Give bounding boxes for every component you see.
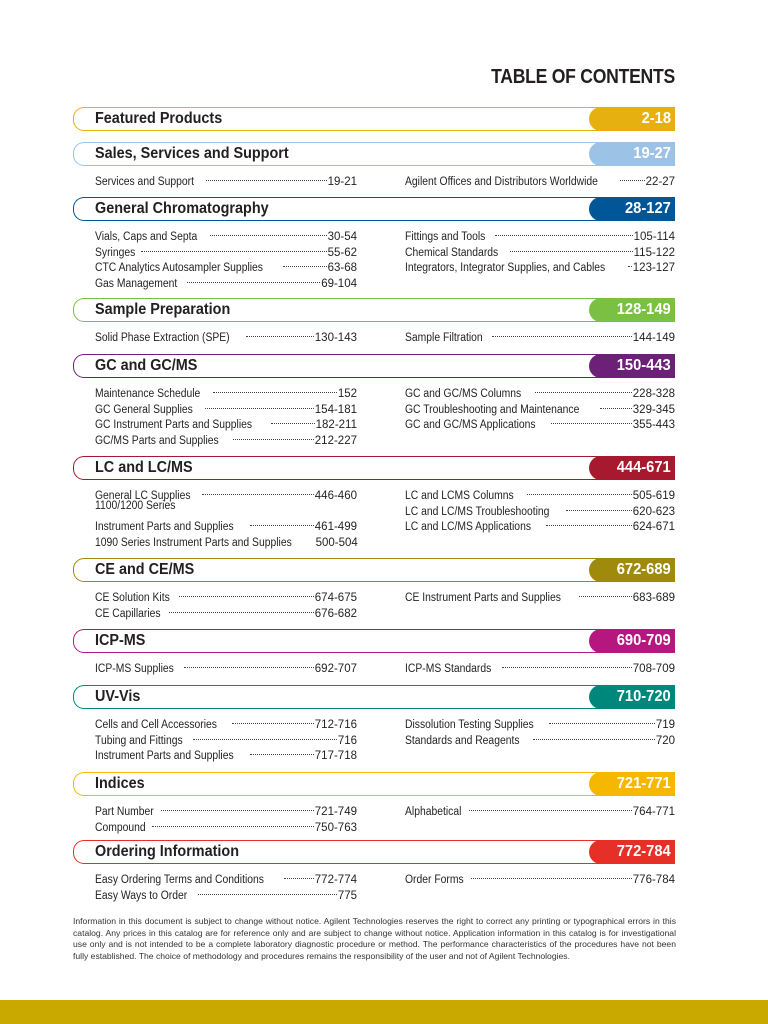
section-page-range[interactable] — [589, 298, 675, 322]
toc-entry[interactable] — [405, 325, 675, 344]
entry-name: Chemical Standards — [405, 246, 499, 259]
toc-section — [73, 298, 675, 344]
entry-name: ICP-MS Standards — [405, 663, 492, 675]
entry-name: Compound — [95, 821, 146, 834]
section-title: CE and CE/MS — [95, 561, 195, 578]
entry-name: Syringes — [95, 246, 136, 259]
dot-leader — [469, 795, 632, 811]
entry-page: 676-682 — [314, 607, 357, 620]
entry-page: 123-127 — [632, 262, 675, 275]
entries-column-left — [95, 224, 357, 291]
section-header[interactable] — [73, 685, 675, 709]
entry-page: 764-771 — [632, 806, 675, 818]
entry-name: GC and GC/MS Applications — [405, 419, 536, 432]
entry-page: 683-689 — [632, 592, 675, 604]
toc-section — [73, 558, 675, 620]
dot-leader — [187, 267, 320, 283]
section-page-range[interactable] — [589, 354, 675, 378]
dot-leader — [202, 479, 314, 495]
section-page-range-label: 690-709 — [616, 632, 671, 649]
entry-name: Instrument Parts and Supplies — [95, 750, 234, 763]
dot-leader — [232, 708, 314, 724]
toc-entry[interactable] — [95, 325, 357, 344]
section-page-range[interactable] — [589, 107, 675, 131]
section-page-range-label: 2-18 — [641, 110, 671, 127]
entry-name: CTC Analytics Autosampler Supplies — [95, 262, 263, 275]
section-title: LC and LC/MS — [95, 459, 193, 476]
dot-leader — [546, 510, 632, 526]
entry-name: CE Solution Kits — [95, 592, 170, 604]
entry-name: Maintenance Schedule — [95, 388, 201, 400]
entry-name: LC and LC/MS Applications — [405, 521, 531, 534]
toc-entry[interactable] — [405, 585, 675, 604]
dot-leader — [250, 739, 314, 755]
dot-leader — [233, 424, 313, 440]
entries-column-right — [405, 656, 675, 675]
entry-name: Solid Phase Extraction (SPE) — [95, 332, 230, 344]
entry-name: Dissolution Testing Supplies — [405, 719, 534, 731]
section-page-range[interactable] — [589, 558, 675, 582]
toc-entry[interactable] — [405, 381, 675, 400]
entry-name: GC and GC/MS Columns — [405, 388, 522, 400]
entries-column-left — [95, 483, 358, 550]
section-page-range-label: 721-771 — [616, 775, 671, 792]
section-header[interactable] — [73, 456, 675, 480]
dot-leader — [271, 408, 315, 424]
dot-leader — [579, 581, 632, 597]
section-title: ICP-MS — [95, 632, 146, 649]
entry-name: Vials, Caps and Septa — [95, 231, 198, 243]
entry-name: 1090 Series Instrument Parts and Supplies — [95, 537, 292, 550]
entry-name: Gas Management — [95, 278, 178, 291]
toc-section — [73, 142, 675, 188]
dot-leader — [492, 321, 631, 337]
section-page-range[interactable] — [589, 840, 675, 864]
entry-page: 776-784 — [632, 874, 675, 886]
entry-name: Fittings and Tools — [405, 231, 486, 243]
entry-name: Services and Support — [95, 176, 194, 188]
entry-page: 329-345 — [632, 403, 675, 416]
dot-leader — [213, 377, 337, 393]
entry-name: LC and LCMS Columns — [405, 490, 514, 502]
section-page-range-label: 150-443 — [616, 357, 671, 374]
entry-page: 620-623 — [632, 505, 675, 518]
toc-entry[interactable] — [405, 799, 675, 818]
section-title: UV-Vis — [95, 688, 141, 705]
entry-page: 30-54 — [327, 231, 357, 243]
entries-column-left — [95, 656, 357, 675]
dot-leader — [152, 811, 314, 827]
entry-name: Integrators, Integrator Supplies, and Cables — [405, 262, 606, 275]
toc-entry[interactable] — [405, 483, 675, 502]
section-header[interactable] — [73, 840, 675, 864]
entry-name: General LC Supplies — [95, 490, 191, 502]
dot-leader — [495, 220, 632, 236]
entry-page: 144-149 — [632, 332, 675, 344]
section-header[interactable] — [73, 197, 675, 221]
entry-page: 228-328 — [632, 388, 675, 400]
toc-entry[interactable] — [95, 656, 357, 675]
dot-leader — [179, 581, 314, 597]
entries-column-left — [95, 169, 357, 188]
entry-page: 692-707 — [314, 663, 357, 675]
dot-leader — [535, 377, 632, 393]
entry-page: 505-619 — [632, 490, 675, 502]
section-header[interactable] — [73, 354, 675, 378]
toc-section — [73, 456, 675, 550]
dot-leader — [600, 393, 632, 409]
entry-name: Standards and Reagents — [405, 734, 520, 747]
entries-column-right — [405, 799, 675, 818]
entries-column-right — [405, 381, 675, 432]
dot-leader — [549, 708, 655, 724]
dot-leader — [198, 879, 336, 895]
section-page-range-label: 19-27 — [633, 145, 671, 162]
entry-page: 152 — [337, 388, 357, 400]
entry-page: 130-143 — [314, 332, 357, 344]
dot-leader — [161, 795, 314, 811]
entry-page: 720 — [655, 734, 675, 747]
entry-name: CE Instrument Parts and Supplies — [405, 592, 561, 604]
toc-entry[interactable] — [95, 169, 357, 188]
section-page-range-label: 772-784 — [616, 843, 671, 860]
entry-page: 461-499 — [314, 521, 357, 534]
dot-leader — [566, 495, 631, 511]
entry-name: Agilent Offices and Distributors Worldwide — [405, 176, 598, 188]
section-title: General Chromatography — [95, 200, 269, 217]
section-page-range[interactable] — [589, 772, 675, 796]
entry-page: 63-68 — [327, 262, 357, 275]
toc-section — [73, 840, 675, 902]
entries-column-right — [405, 712, 675, 747]
entries-column-left — [95, 585, 357, 620]
section-page-range-label: 128-149 — [616, 301, 671, 318]
section-page-range-label: 710-720 — [616, 688, 671, 705]
dot-leader — [206, 165, 327, 181]
toc-section — [73, 629, 675, 675]
entry-name: Sample Filtration — [405, 332, 483, 344]
entries-column-left — [95, 799, 357, 834]
section-header-outline — [73, 629, 675, 653]
entry-page: 105-114 — [633, 231, 675, 243]
dot-leader — [502, 652, 632, 668]
dot-leader — [193, 724, 336, 740]
entry-page: 716 — [337, 734, 357, 747]
section-page-range-label: 28-127 — [625, 200, 671, 217]
entry-name: Alphabetical — [405, 806, 462, 818]
page-title: TABLE OF CONTENTS — [491, 66, 675, 88]
toc-section — [73, 354, 675, 448]
dot-leader — [628, 251, 631, 267]
entries-column-right — [405, 483, 675, 534]
section-page-range[interactable] — [589, 629, 675, 653]
section-header[interactable] — [73, 142, 675, 166]
entries-column-left — [95, 325, 357, 344]
dot-leader — [246, 321, 314, 337]
toc-entry[interactable] — [405, 867, 675, 886]
entry-name: Easy Ordering Terms and Conditions — [95, 874, 264, 886]
entry-name: 1100/1200 Series — [95, 499, 176, 512]
dot-leader — [210, 220, 327, 236]
entry-name: Order Forms — [405, 874, 464, 886]
section-header[interactable] — [73, 558, 675, 582]
entry-name: Instrument Parts and Supplies — [95, 521, 234, 534]
entries-column-left — [95, 381, 357, 448]
entry-page: 154-181 — [314, 403, 357, 416]
dot-leader — [184, 652, 314, 668]
section-page-range-label: 672-689 — [616, 561, 671, 578]
entry-name: GC Troubleshooting and Maintenance — [405, 403, 580, 416]
section-title: Indices — [95, 775, 145, 792]
entry-page: 708-709 — [632, 663, 675, 675]
entry-page: 712-716 — [314, 719, 357, 731]
entries-column-right — [405, 867, 675, 886]
entry-name: GC Instrument Parts and Supplies — [95, 419, 253, 432]
entry-page: 355-443 — [632, 419, 675, 432]
dot-leader — [205, 393, 314, 409]
section-header[interactable] — [73, 772, 675, 796]
entry-page: 500-504 — [315, 537, 358, 550]
entry-page: 772-774 — [314, 874, 357, 886]
entries-column-left — [95, 712, 357, 763]
toc-section — [73, 197, 675, 291]
entry-page: 22-27 — [645, 176, 675, 188]
entry-page: 624-671 — [632, 521, 675, 534]
section-header-outline — [73, 772, 675, 796]
toc-entry[interactable] — [405, 656, 675, 675]
dot-leader — [527, 479, 632, 495]
entry-page: 750-763 — [314, 821, 357, 834]
entry-name: GC/MS Parts and Supplies — [95, 435, 219, 448]
dot-leader — [510, 236, 633, 252]
entries-column-right — [405, 325, 675, 344]
toc-section — [73, 685, 675, 763]
entry-name: Part Number — [95, 806, 154, 818]
entries-column-right — [405, 585, 675, 604]
entry-page: 674-675 — [314, 592, 357, 604]
section-title: Featured Products — [95, 110, 223, 127]
dot-leader — [471, 863, 632, 879]
section-header[interactable] — [73, 629, 675, 653]
dot-leader — [533, 724, 655, 740]
dot-leader — [283, 251, 327, 267]
toc-entry[interactable] — [95, 483, 357, 502]
dot-leader — [551, 408, 632, 424]
section-header[interactable] — [73, 107, 675, 131]
entry-name: GC General Supplies — [95, 403, 193, 416]
entry-page: 69-104 — [321, 278, 357, 291]
dot-leader — [169, 597, 314, 613]
entry-page: 19-21 — [327, 176, 357, 188]
entry-name: LC and LC/MS Troubleshooting — [405, 505, 550, 518]
dot-leader — [284, 863, 314, 879]
dot-leader — [620, 165, 644, 181]
entry-page: 55-62 — [327, 246, 357, 259]
entries-column-right — [405, 169, 675, 188]
toc-entry[interactable] — [95, 514, 357, 534]
entries-column-left — [95, 867, 357, 902]
toc-entry[interactable] — [405, 169, 675, 188]
section-header[interactable] — [73, 298, 675, 322]
dot-leader — [250, 510, 314, 526]
disclaimer-text: Information in this document is subject to change without notice. Agilent Technologies reserves the right to correct any printing or typographical errors in this catalog. Any prices in this catalog are for reference only and are subject to change without notice. Application information in this catalog is for investigational use only and is not intended to be a complete laboratory diagnostic procedure or method. The performance characteristics of the procedures have not been fully established. The choice of methodology and procedures remains the responsibility of the user and not of Agilent Technologies. — [73, 916, 676, 962]
section-page-range-label: 444-671 — [616, 459, 671, 476]
entry-name: CE Capillaries — [95, 607, 161, 620]
footer-bar — [0, 1000, 768, 1024]
entry-name: Cells and Cell Accessories — [95, 719, 217, 731]
entry-name: ICP-MS Supplies — [95, 663, 174, 675]
entry-name: Easy Ways to Order — [95, 889, 188, 902]
entry-page: 717-718 — [314, 750, 357, 763]
entry-page: 719 — [655, 719, 675, 731]
section-title: Ordering Information — [95, 843, 239, 860]
entries-column-right — [405, 224, 675, 275]
entry-page: 115-122 — [633, 246, 675, 259]
section-title: Sales, Services and Support — [95, 145, 289, 162]
entry-page: 775 — [337, 889, 357, 902]
section-header-outline — [73, 685, 675, 709]
entry-page: 212-227 — [314, 435, 357, 448]
section-title: GC and GC/MS — [95, 357, 198, 374]
entry-page: 446-460 — [314, 490, 357, 502]
toc-section — [73, 107, 675, 131]
section-page-range[interactable] — [589, 197, 675, 221]
entry-name: Tubing and Fittings — [95, 734, 183, 747]
dot-leader — [141, 236, 327, 252]
section-title: Sample Preparation — [95, 301, 231, 318]
entry-page: 182-211 — [315, 419, 357, 432]
section-page-range[interactable] — [589, 685, 675, 709]
section-page-range[interactable] — [589, 456, 675, 480]
section-page-range[interactable] — [589, 142, 675, 166]
entry-page: 721-749 — [314, 806, 357, 818]
toc-section — [73, 772, 675, 834]
